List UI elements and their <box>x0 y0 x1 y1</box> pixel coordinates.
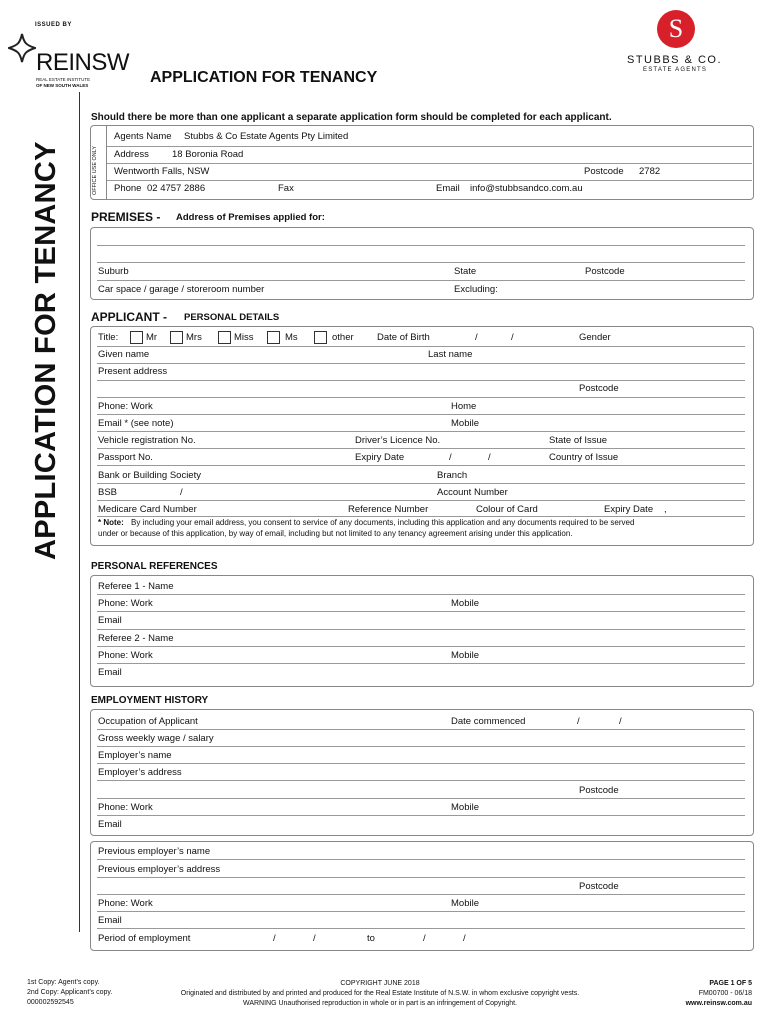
reinsw-sub1: REAL ESTATE INSTITUTE <box>36 77 91 82</box>
references-rule <box>97 594 745 595</box>
references-rule <box>97 646 745 647</box>
office-postcode-label: Postcode <box>584 166 624 177</box>
notice-text: Should there be more than one applicant a separate application form should be completed for each applicant. <box>91 112 612 123</box>
branch-label: Branch <box>437 470 468 481</box>
applicant-home: Home <box>451 401 477 412</box>
office-address-value[interactable]: 18 Boronia Road <box>172 149 244 160</box>
applicant-rule <box>97 346 745 347</box>
references-box <box>90 575 754 687</box>
date-commenced-slash: / <box>577 716 580 727</box>
gender-label: Gender <box>579 332 611 343</box>
dob-slash: / <box>475 332 478 343</box>
referee2-label: Referee 2 - Name <box>98 633 174 644</box>
prev-employer-name-label: Previous employer’s name <box>98 846 211 857</box>
footer-copy2: 2nd Copy: Applicant’s copy. <box>27 989 113 996</box>
referee2-mobile: Mobile <box>451 650 479 661</box>
prev-employer-address-label: Previous employer’s address <box>98 864 221 875</box>
references-rule <box>97 629 745 630</box>
employer-postcode-label: Postcode <box>579 785 619 796</box>
applicant-mobile: Mobile <box>451 418 479 429</box>
premises-heading: PREMISES - <box>91 210 161 224</box>
side-title: APPLICATION FOR TENANCY <box>30 141 62 560</box>
applicant-postcode-label: Postcode <box>579 383 619 394</box>
premises-address-line[interactable] <box>97 245 745 246</box>
title-other-checkbox[interactable] <box>314 331 327 344</box>
office-email-label: Email <box>436 183 460 194</box>
referee2-phone-work: Phone: Work <box>98 650 153 661</box>
account-label: Account Number <box>437 487 508 498</box>
stubbs-logo-letter: S <box>668 14 684 43</box>
note-line1: By including your email address, you consent to service of any documents, including this application and any documents required to be served <box>131 518 635 527</box>
period-slash: / <box>463 933 466 944</box>
premises-car-space: Car space / garage / storeroom number <box>98 284 265 295</box>
applicant-rule <box>97 380 745 381</box>
period-slash: / <box>313 933 316 944</box>
references-rule <box>97 611 745 612</box>
note-bold: * Note: <box>98 518 124 527</box>
premises-suburb: Suburb <box>98 266 129 277</box>
applicant-rule <box>97 516 745 517</box>
applicant-rule <box>97 414 745 415</box>
expiry-slash: / <box>488 452 491 463</box>
premises-sub: Address of Premises applied for: <box>176 212 325 223</box>
bsb-slash: / <box>180 487 183 498</box>
employer-address-label: Employer’s address <box>98 767 182 778</box>
employment-rule <box>97 815 745 816</box>
title-mrs-checkbox[interactable] <box>170 331 183 344</box>
applicant-email: Email * (see note) <box>98 418 174 429</box>
reinsw-diamond-icon <box>8 33 36 63</box>
footer-page: PAGE 1 OF 5 <box>709 980 752 987</box>
period-slash: / <box>423 933 426 944</box>
stubbs-logo-circle <box>657 10 695 48</box>
period-to: to <box>367 933 375 944</box>
expiry-label: Expiry Date <box>355 452 405 463</box>
office-rule <box>107 180 752 181</box>
state-issue-label: State of Issue <box>549 435 608 446</box>
colour-label: Colour of Card <box>476 504 538 515</box>
wage-label: Gross weekly wage / salary <box>98 733 214 744</box>
prev-employer-phone-work: Phone: Work <box>98 898 153 909</box>
premises-excluding: Excluding: <box>454 284 498 295</box>
title-ms-checkbox[interactable] <box>267 331 280 344</box>
title-mr-checkbox[interactable] <box>130 331 143 344</box>
period-label: Period of employment <box>98 933 191 944</box>
dob-slash: / <box>511 332 514 343</box>
prev-employment-rule <box>97 859 745 860</box>
title-miss-checkbox[interactable] <box>218 331 231 344</box>
reinsw-name: REINSW <box>36 49 129 76</box>
applicant-rule <box>97 465 745 466</box>
applicant-phone-work: Phone: Work <box>98 401 153 412</box>
employment-heading: EMPLOYMENT HISTORY <box>91 695 209 706</box>
referee1-label: Referee 1 - Name <box>98 581 174 592</box>
footer-right <box>640 979 752 1009</box>
stubbs-sub: ESTATE AGENTS <box>643 67 708 73</box>
referee1-email: Email <box>98 615 122 626</box>
office-rule <box>107 163 752 164</box>
references-heading: PERSONAL REFERENCES <box>91 561 218 572</box>
dob-label: Date of Birth <box>377 332 430 343</box>
references-rule <box>97 663 745 664</box>
reference-label: Reference Number <box>348 504 429 515</box>
employer-email: Email <box>98 819 122 830</box>
vehicle-label: Vehicle registration No. <box>98 435 196 446</box>
premises-postcode: Postcode <box>585 266 625 277</box>
reinsw-logo <box>8 33 36 68</box>
bank-label: Bank or Building Society <box>98 470 201 481</box>
applicant-rule <box>97 431 745 432</box>
footer-form: FM00700 - 06/18 <box>698 990 752 997</box>
employment-rule <box>97 746 745 747</box>
applicant-rule <box>97 448 745 449</box>
prev-employment-rule <box>97 911 745 912</box>
employer-mobile: Mobile <box>451 802 479 813</box>
agents-name-value[interactable]: Stubbs & Co Estate Agents Pty Limited <box>184 131 349 142</box>
footer-website[interactable]: www.reinsw.com.au <box>685 1000 752 1007</box>
expiry2-comma: , <box>664 504 667 515</box>
occupation-label: Occupation of Applicant <box>98 716 198 727</box>
referee2-email: Email <box>98 667 122 678</box>
date-commenced-slash: / <box>619 716 622 727</box>
prev-employment-rule <box>97 894 745 895</box>
footer-copyright: COPYRIGHT JUNE 2018 <box>340 980 420 987</box>
licence-label: Driver’s Licence No. <box>355 435 441 446</box>
office-phone-value[interactable]: 02 4757 2886 <box>147 183 206 194</box>
date-commenced-label: Date commenced <box>451 716 526 727</box>
medicare-label: Medicare Card Number <box>98 504 197 515</box>
bsb-label: BSB <box>98 487 118 498</box>
applicant-sub: PERSONAL DETAILS <box>184 312 280 323</box>
prev-employment-rule <box>97 877 745 878</box>
applicant-heading: APPLICANT - <box>91 310 167 324</box>
footer-center <box>140 979 620 1009</box>
agents-name-label: Agents Name <box>114 131 172 142</box>
premises-address-line[interactable] <box>97 262 745 263</box>
form-title: APPLICATION FOR TENANCY <box>150 69 378 86</box>
passport-label: Passport No. <box>98 452 153 463</box>
office-rule <box>107 146 752 147</box>
footer-copy1: 1st Copy: Agent’s copy. <box>27 979 100 986</box>
office-use-divider <box>106 125 107 199</box>
employment-rule <box>97 763 745 764</box>
prev-employer-email: Email <box>98 915 122 926</box>
applicant-rule <box>97 483 745 484</box>
premises-rule <box>97 280 745 281</box>
stubbs-name: STUBBS & CO. <box>627 54 723 66</box>
applicant-rule <box>97 397 745 398</box>
note-line2: under or because of this application, by way of email, including but not limited to any tenancy agreement arising under this application. <box>98 529 573 538</box>
title-mrs-label: Mrs <box>186 332 202 343</box>
prev-employment-rule <box>97 928 745 929</box>
applicant-rule <box>97 500 745 501</box>
title-other-label: other <box>332 332 354 343</box>
office-address-label: Address <box>114 149 149 160</box>
title-miss-label: Miss <box>234 332 254 343</box>
period-slash: / <box>273 933 276 944</box>
office-suburb-value[interactable]: Wentworth Falls, NSW <box>114 166 210 177</box>
expiry2-label: Expiry Date <box>604 504 654 515</box>
issued-by-label: ISSUED BY <box>35 22 72 28</box>
office-phone-label: Phone <box>114 183 142 194</box>
title-mr-label: Mr <box>146 332 158 343</box>
title-label: Title: <box>98 332 119 343</box>
last-name-label: Last name <box>428 349 473 360</box>
footer-doc-id: 000002592545 <box>27 999 74 1006</box>
office-email-value[interactable]: info@stubbsandco.com.au <box>470 183 583 194</box>
employment-rule <box>97 798 745 799</box>
premises-state: State <box>454 266 477 277</box>
expiry-slash: / <box>449 452 452 463</box>
office-fax-label: Fax <box>278 183 294 194</box>
prev-employer-mobile: Mobile <box>451 898 479 909</box>
side-divider <box>79 92 80 932</box>
referee1-phone-work: Phone: Work <box>98 598 153 609</box>
office-postcode-value[interactable]: 2782 <box>639 166 661 177</box>
employer-name-label: Employer’s name <box>98 750 172 761</box>
employment-rule <box>97 729 745 730</box>
office-use-label: OFFICE USE ONLY <box>92 145 98 195</box>
prev-employer-postcode-label: Postcode <box>579 881 619 892</box>
country-issue-label: Country of Issue <box>549 452 619 463</box>
title-ms-label: Ms <box>285 332 298 343</box>
referee1-mobile: Mobile <box>451 598 479 609</box>
employer-phone-work: Phone: Work <box>98 802 153 813</box>
applicant-rule <box>97 363 745 364</box>
given-name-label: Given name <box>98 349 150 360</box>
present-address-label: Present address <box>98 366 168 377</box>
reinsw-sub2: OF NEW SOUTH WALES <box>36 83 89 88</box>
footer-originated: Originated and distributed by and printed and produced for the Real Estate Institute of N.S.W. in whom exclusive copyright vests. <box>180 990 580 997</box>
footer-warning: WARNING Unauthorised reproduction in whole or in part is an infringement of Copyright. <box>242 1000 518 1007</box>
employment-rule <box>97 780 745 781</box>
